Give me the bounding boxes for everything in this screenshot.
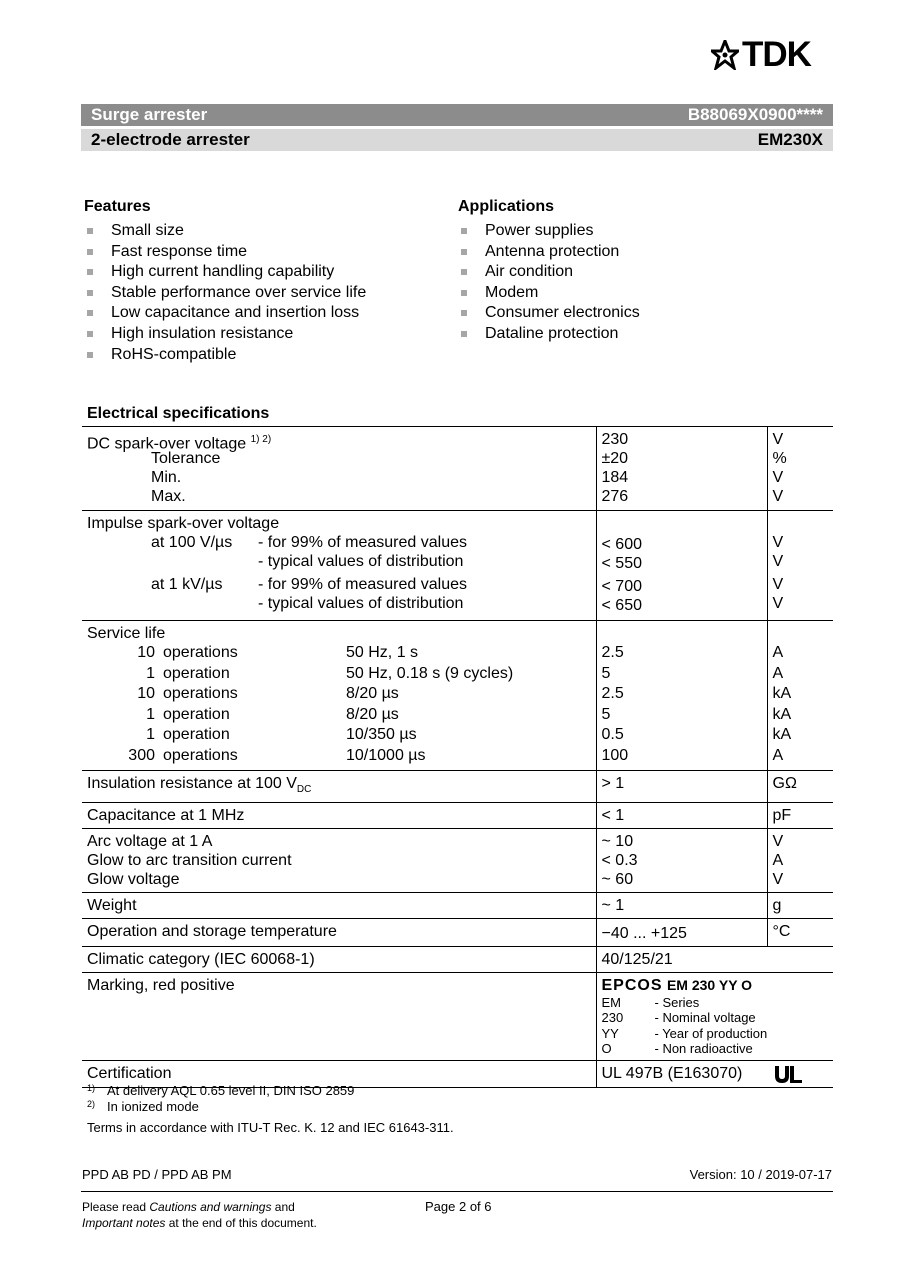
footnote-1-mark: 1) (87, 1083, 96, 1093)
features-heading: Features (84, 198, 151, 215)
application-item: Power supplies (458, 221, 640, 242)
impulse-unit: V (772, 576, 784, 593)
weight-value: ~ 1 (596, 892, 767, 918)
arc-unit: V (772, 870, 784, 888)
service-op: operations (163, 644, 238, 661)
service-value: 2.5 (601, 644, 624, 661)
feature-item: Low capacitance and insertion loss (84, 303, 366, 324)
service-label: Service life (87, 625, 166, 642)
impulse-desc: - for 99% of measured values (258, 576, 467, 593)
table-row (82, 972, 833, 1060)
table-row (82, 621, 833, 771)
arc-value: < 0.3 (601, 851, 638, 869)
part-number: B88069X0900**** (687, 105, 823, 124)
impulse-label: Impulse spark-over voltage (87, 515, 280, 532)
service-unit: kA (772, 685, 792, 703)
product-subtitle: 2-electrode arrester (91, 130, 250, 149)
application-item: Dataline protection (458, 324, 640, 345)
service-condition: 50 Hz, 0.18 s (9 cycles) (346, 664, 514, 682)
impulse-rate: at 1 kV/µs (151, 576, 223, 593)
marking-desc: - Series (654, 994, 700, 1010)
table-row (82, 946, 833, 972)
service-count: 10 (137, 685, 155, 703)
insulation-unit: GΩ (767, 770, 833, 802)
service-count: 300 (128, 746, 155, 764)
marking-code: EM 230 YY O (666, 976, 753, 993)
service-op: operation (163, 705, 230, 723)
service-condition: 50 Hz, 1 s (346, 644, 419, 661)
subtitle-bar (81, 129, 833, 151)
service-condition: 8/20 µs (346, 705, 399, 723)
table-row (82, 892, 833, 918)
tdk-emblem-icon (711, 40, 739, 70)
impulse-value: < 650 (601, 597, 642, 614)
dc-unit: V (772, 488, 784, 505)
service-op: operation (163, 664, 230, 682)
climatic-label: Climatic category (IEC 60068-1) (82, 946, 596, 972)
service-value: 5 (601, 705, 611, 723)
footnote-2-mark: 2) (87, 1099, 96, 1109)
marking-key: O (601, 1041, 612, 1057)
impulse-value: < 700 (601, 578, 642, 595)
dc-value: 276 (601, 488, 629, 505)
dc-value: ±20 (601, 450, 629, 467)
arc-unit: V (772, 832, 784, 850)
footer-department: PPD AB PD / PPD AB PM (82, 1167, 232, 1182)
applications-list (458, 221, 640, 345)
feature-item: High current handling capability (84, 262, 366, 283)
application-item: Air condition (458, 262, 640, 283)
arc-unit: A (772, 851, 784, 869)
features-list (84, 221, 366, 365)
capacitance-label: Capacitance at 1 MHz (82, 802, 596, 828)
service-count: 1 (146, 705, 155, 723)
dc-unit: V (772, 469, 784, 486)
service-op: operation (163, 726, 230, 744)
dc-tol-label: Tolerance (151, 450, 221, 467)
service-unit: kA (772, 705, 792, 723)
impulse-desc: - typical values of distribution (258, 595, 464, 612)
marking-key: 230 (601, 1010, 624, 1026)
certification-label: Certification (82, 1060, 596, 1087)
tdk-logo (711, 35, 836, 74)
certification-value: UL 497B (E163070) (601, 1064, 743, 1082)
feature-item: High insulation resistance (84, 324, 366, 345)
arc-label: Arc voltage at 1 A (87, 832, 213, 850)
temperature-label: Operation and storage temperature (82, 918, 596, 946)
dc-value: 184 (601, 469, 629, 486)
footer-divider (81, 1191, 833, 1192)
service-count: 10 (137, 644, 155, 661)
table-row (82, 427, 833, 511)
arc-label: Glow voltage (87, 870, 180, 888)
table-row (82, 770, 833, 802)
weight-unit: g (767, 892, 833, 918)
service-count: 1 (146, 664, 155, 682)
impulse-desc: - typical values of distribution (258, 553, 464, 570)
capacitance-value: < 1 (596, 802, 767, 828)
impulse-rate: at 100 V/µs (151, 534, 233, 551)
weight-label: Weight (82, 892, 596, 918)
footnote-1-text: At delivery AQL 0.65 level II, DIN ISO 2859 (107, 1083, 355, 1098)
footer-note-italic: Important notes (82, 1216, 166, 1230)
footer-note (82, 1199, 317, 1231)
temperature-unit: °C (767, 918, 833, 946)
service-unit: A (772, 644, 784, 661)
insulation-sub: DC (296, 783, 312, 795)
dc-unit: % (772, 450, 787, 467)
service-unit: A (772, 664, 784, 682)
dc-footnote-ref: 1) 2) (250, 434, 272, 445)
dc-min-label: Min. (151, 469, 182, 486)
terms-note: Terms in accordance with ITU-T Rec. K. 12 and IEC 61643-311. (87, 1120, 454, 1135)
application-item: Consumer electronics (458, 303, 640, 324)
service-value: 100 (601, 746, 629, 764)
arc-value: ~ 10 (601, 832, 634, 850)
impulse-unit: V (772, 534, 784, 551)
specs-heading: Electrical specifications (87, 405, 270, 422)
service-op: operations (163, 746, 238, 764)
insulation-label: Insulation resistance at 100 V (87, 774, 297, 792)
capacitance-unit: pF (767, 802, 833, 828)
service-value: 0.5 (601, 726, 624, 744)
dc-unit: V (772, 431, 784, 448)
table-row (82, 918, 833, 946)
spec-table (82, 426, 833, 1088)
dc-label: DC spark-over voltage (87, 435, 247, 453)
insulation-value: > 1 (596, 770, 767, 802)
feature-item: Small size (84, 221, 366, 242)
footer-note-text: Please read (82, 1200, 150, 1214)
service-count: 1 (146, 726, 155, 744)
feature-item: Fast response time (84, 242, 366, 263)
product-title: Surge arrester (91, 105, 208, 124)
arc-value: ~ 60 (601, 870, 634, 888)
title-bar (81, 104, 833, 126)
footer-version: Version: 10 / 2019-07-17 (689, 1167, 832, 1182)
impulse-unit: V (772, 595, 784, 612)
impulse-value: < 600 (601, 536, 642, 553)
model-code: EM230X (757, 130, 823, 149)
table-row (82, 802, 833, 828)
page-number: Page 2 of 6 (425, 1199, 492, 1214)
applications-heading: Applications (458, 198, 555, 215)
application-item: Antenna protection (458, 242, 640, 263)
service-unit: A (772, 746, 784, 764)
temperature-value: −40 ... +125 (601, 924, 687, 942)
footnote-2-text: In ionized mode (107, 1099, 199, 1114)
footer-note-text: at the end of this document. (165, 1216, 317, 1230)
service-condition: 10/1000 µs (346, 746, 426, 764)
ul-recognized-icon (773, 1064, 805, 1084)
service-op: operations (163, 685, 238, 703)
marking-desc: - Year of production (654, 1025, 768, 1041)
footer-note-text: and (271, 1200, 295, 1214)
marking-key: YY (601, 1025, 619, 1041)
climatic-value: 40/125/21 (596, 946, 833, 972)
dc-value: 230 (601, 431, 629, 448)
table-row (82, 511, 833, 621)
marking-key: EM (601, 994, 621, 1010)
footnote-2 (87, 1099, 199, 1115)
impulse-value: < 550 (601, 555, 642, 572)
application-item: Modem (458, 283, 640, 304)
feature-item: Stable performance over service life (84, 283, 366, 304)
service-value: 5 (601, 664, 611, 682)
logo-text: TDK (742, 35, 811, 74)
marking-desc: - Nominal voltage (654, 1010, 756, 1026)
dc-max-label: Max. (151, 488, 186, 505)
arc-label: Glow to arc transition current (87, 851, 292, 869)
marking-label: Marking, red positive (82, 972, 596, 1060)
table-row (82, 828, 833, 892)
footnote-1 (87, 1083, 354, 1099)
impulse-desc: - for 99% of measured values (258, 534, 467, 551)
feature-item: RoHS-compatible (84, 345, 366, 366)
service-value: 2.5 (601, 685, 624, 703)
footer-note-italic: Cautions and warnings (149, 1200, 272, 1214)
service-condition: 10/350 µs (346, 726, 417, 744)
impulse-unit: V (772, 553, 784, 570)
service-unit: kA (772, 726, 792, 744)
epcos-logo: EPCOS (601, 976, 663, 994)
marking-desc: - Non radioactive (654, 1041, 753, 1057)
service-condition: 8/20 µs (346, 685, 399, 703)
